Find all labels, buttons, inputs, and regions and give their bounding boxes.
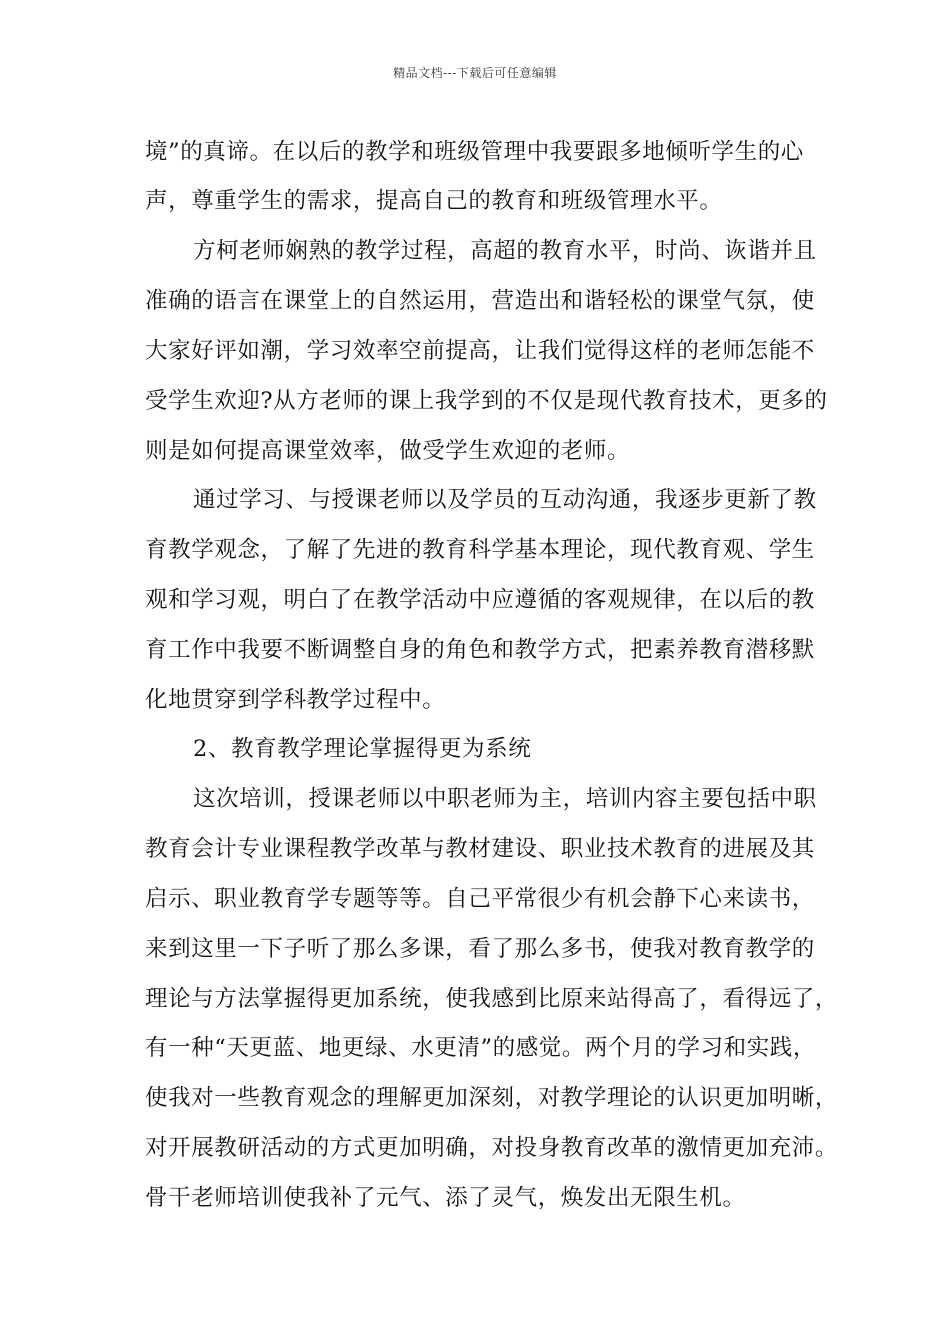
text-line: 骨干老师培训使我补了元气、添了灵气，焕发出无限生机。 <box>145 1185 746 1211</box>
text-line: 来到这里一下子听了那么多课，看了那么多书，使我对教育教学的 <box>145 936 815 962</box>
text-line: 有一种“天更蓝、地更绿、水更清”的感觉。两个月的学习和实践， <box>145 1035 817 1061</box>
text-line: 理论与方法掌握得更加系统，使我感到比原来站得高了，看得远了， <box>145 986 839 1012</box>
text-line: 育工作中我要不断调整自身的角色和教学方式，把素养教育潜移默 <box>145 637 815 663</box>
paragraph-start-line: 这次培训，授课老师以中职老师为主，培训内容主要包括中职 <box>193 786 817 812</box>
paragraph-start-line: 方柯老师娴熟的教学过程，高超的教育水平，时尚、诙谐并且 <box>193 238 817 264</box>
text-line: 准确的语言在课堂上的自然运用，营造出和谐轻松的课堂气氛，使 <box>145 288 815 314</box>
page-header: 精品文档---下载后可任意编辑 <box>393 66 557 80</box>
section-heading: 2、教育教学理论掌握得更为系统 <box>193 736 532 762</box>
text-line: 大家好评如潮，学习效率空前提高，让我们觉得这样的老师怎能不 <box>145 338 815 364</box>
text-line: 启示、职业教育学专题等等。自己平常很少有机会静下心来读书， <box>145 886 815 912</box>
text-line: 则是如何提高课堂效率，做受学生欢迎的老师。 <box>145 438 631 464</box>
text-line: 声，尊重学生的需求，提高自己的教育和班级管理水平。 <box>145 188 723 214</box>
text-line: 使我对一些教育观念的理解更加深刻，对教学理论的认识更加明晰， <box>145 1085 839 1111</box>
text-line: 受学生欢迎?从方老师的课上我学到的不仅是现代教育技术，更多的 <box>145 388 828 414</box>
text-line: 教育会计专业课程教学改革与教材建设、职业技术教育的进展及其 <box>145 836 815 862</box>
text-line: 育教学观念，了解了先进的教育科学基本理论，现代教育观、学生 <box>145 537 815 563</box>
paragraph-start-line: 通过学习、与授课老师以及学员的互动沟通，我逐步更新了教 <box>193 487 817 513</box>
text-line: 观和学习观，明白了在教学活动中应遵循的客观规律，在以后的教 <box>145 587 815 613</box>
text-line: 化地贯穿到学科教学过程中。 <box>145 687 446 713</box>
text-line: 境”的真谛。在以后的教学和班级管理中我要跟多地倾听学生的心 <box>145 139 804 165</box>
text-line: 对开展教研活动的方式更加明确，对投身教育改革的激情更加充沛。 <box>145 1135 839 1161</box>
